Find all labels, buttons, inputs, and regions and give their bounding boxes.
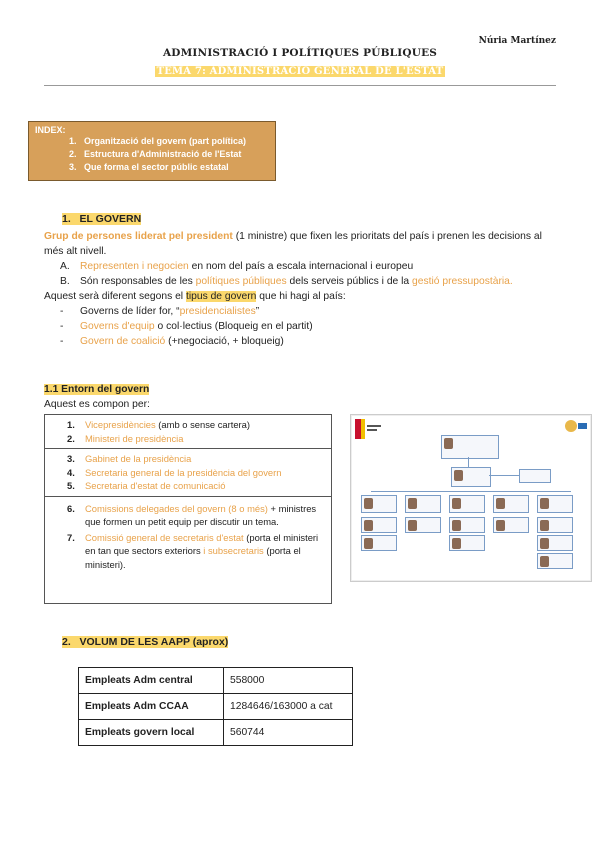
section-heading-govern: 1. EL GOVERN [62, 213, 142, 225]
government-logo-icon [355, 419, 383, 439]
emblem-icon [563, 418, 587, 434]
table-row: Empleats Adm CCAA 1284646/163000 a cat [79, 694, 353, 720]
org-card [361, 495, 397, 513]
list-item: B. Són responsables de les polítiques públiques dels serveis públics i de la gestió pressupostària. [60, 276, 513, 287]
list-item: - Govern de coalició (+negociació, + bloqueig) [60, 336, 284, 347]
index-item: 3. Que forma el sector públic estatal [69, 162, 229, 172]
org-card [449, 535, 485, 551]
org-card [519, 469, 551, 483]
list-item: 3. Gabinet de la presidència [67, 453, 192, 464]
document-subtitle: TEMA 7: ADMINISTRACIÓ GENERAL DE L'ESTAT [156, 66, 444, 77]
org-card [493, 495, 529, 513]
list-item: 7. Comissió general de secretaris d'estat (porta el ministeri en tan que sectors exteriors i subsecretaris (porta el ministeri). [67, 531, 319, 570]
index-box [28, 121, 276, 181]
table-row: Empleats govern local 560744 [79, 720, 353, 746]
org-card [361, 517, 397, 533]
header-divider [44, 85, 556, 86]
list-item: - Governs de líder for, “presidencialistes” [60, 306, 260, 317]
org-card [537, 517, 573, 533]
list-item: 4. Secretaria general de la presidència del govern [67, 466, 282, 478]
org-card [493, 517, 529, 533]
govern-types-intro: Aquest serà diferent segons el tipus de govern que hi hagi al país: [44, 291, 346, 302]
index-item: 1. Organització del govern (part política) [69, 136, 247, 146]
govern-environment-box [44, 414, 332, 604]
org-card [449, 495, 485, 513]
document-title: ADMINISTRACIÓ I POLÍTIQUES PÚBLIQUES [162, 47, 438, 59]
author-name: Núria Martínez [478, 36, 556, 46]
group-2 [45, 449, 331, 497]
employees-table [78, 667, 353, 746]
govern-definition: Grup de persones liderat pel president (1 ministre) que fixen les prioritats del país i prenen les decisions al més alt nivell. [44, 231, 542, 257]
group-3 [45, 497, 331, 575]
subsection-heading: 1.1 Entorn del govern [44, 384, 150, 395]
index-item: 2. Estructura d'Administració de l'Estat [69, 149, 242, 159]
org-card [361, 535, 397, 551]
table-row: Empleats Adm central 558000 [79, 668, 353, 694]
org-card [449, 517, 485, 533]
org-card [537, 553, 573, 569]
org-card [441, 435, 499, 459]
index-label: INDEX: [35, 125, 66, 135]
subsection-intro: Aquest es compon per: [44, 399, 150, 410]
govern-section [44, 229, 564, 349]
section-heading-volum: 2. VOLUM DE LES AAPP (aprox) [62, 636, 229, 648]
list-item: 6. Comissions delegades del govern (8 o més) + ministres que formen un petit equip per discutir un tema. [67, 502, 317, 527]
org-card [405, 517, 441, 533]
org-card [451, 467, 491, 487]
list-item: 2. Ministeri de presidència [67, 432, 184, 444]
org-card [537, 495, 573, 513]
org-card [405, 495, 441, 513]
org-card [537, 535, 573, 551]
list-item: 1. Vicepresidències (amb o sense cartera) [67, 419, 251, 430]
org-chart-image [350, 414, 592, 582]
list-item: A. Representen i negocien en nom del país a escala internacional i europeu [60, 261, 414, 272]
group-1 [45, 415, 331, 449]
list-item: - Governs d'equip o col·lectius (Bloqueig en el partit) [60, 321, 313, 332]
list-item: 5. Secretaria d'estat de comunicació [67, 480, 226, 491]
